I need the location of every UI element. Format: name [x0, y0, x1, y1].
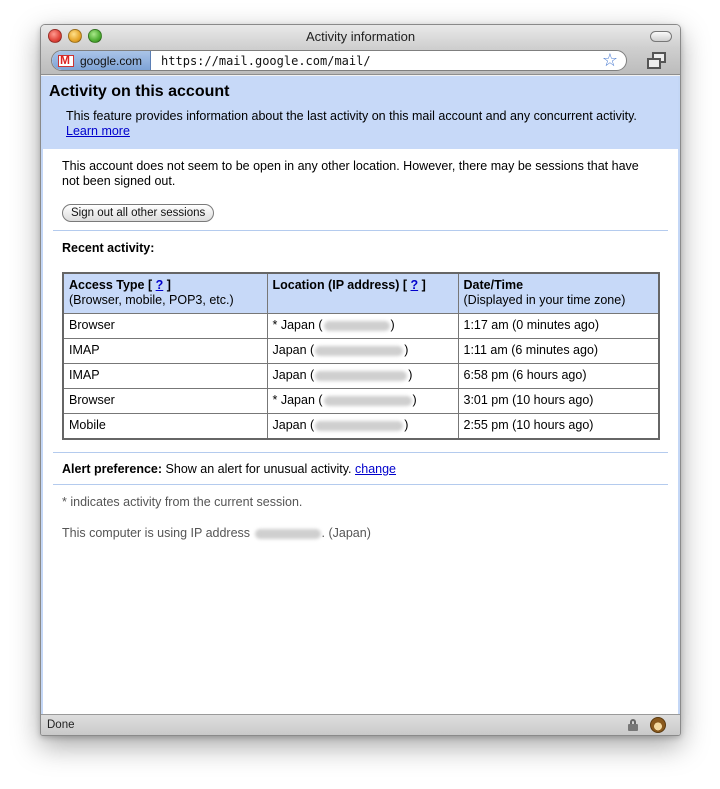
redacted-ip — [255, 529, 321, 539]
table-row — [63, 389, 659, 414]
title-bar[interactable] — [41, 25, 680, 48]
location-cell: * Japan ( ) — [267, 314, 458, 339]
table-row — [63, 314, 659, 339]
access-type-cell: IMAP — [63, 364, 267, 389]
page-title: Activity on this account — [49, 83, 230, 100]
datetime-cell: 2:55 pm (10 hours ago) — [458, 414, 659, 440]
table-row — [63, 414, 659, 440]
ip-address-line: This computer is using IP address . (Japan) — [62, 526, 371, 540]
location-header: Location (IP address) [ ? ] — [267, 273, 458, 314]
site-identity-badge[interactable] — [52, 51, 151, 70]
status-bar — [41, 714, 680, 735]
location-cell: Japan ( ) — [267, 414, 458, 440]
redacted-ip — [324, 396, 412, 406]
alert-label: Alert preference: — [62, 462, 163, 476]
access-type-cell: Mobile — [63, 414, 267, 440]
bookmark-star-icon[interactable]: ☆ — [601, 50, 618, 70]
datetime-cell: 1:11 am (6 minutes ago) — [458, 339, 659, 364]
location-cell: * Japan ( ) — [267, 389, 458, 414]
close-window-button[interactable] — [48, 29, 62, 43]
datetime-header: Date/Time (Displayed in your time zone) — [458, 273, 659, 314]
url-input[interactable]: https://mail.google.com/mail/ — [161, 53, 371, 68]
sign-out-all-button[interactable]: Sign out all other sessions — [62, 204, 214, 222]
gmail-icon — [58, 55, 74, 67]
zoom-window-button[interactable] — [88, 29, 102, 43]
location-cell: Japan ( ) — [267, 364, 458, 389]
table-header-row — [63, 273, 659, 314]
lock-icon[interactable] — [628, 719, 638, 731]
status-text: Done — [47, 719, 75, 731]
window-controls — [48, 29, 102, 43]
site-badge-label: google.com — [80, 53, 143, 68]
datetime-cell: 3:01 pm (10 hours ago) — [458, 389, 659, 414]
redacted-ip — [315, 421, 403, 431]
sessions-notice: This account does not seem to be open in any other location. However, there may be sessions that have not been signed out. — [62, 159, 639, 188]
table-row — [63, 364, 659, 389]
datetime-cell: 1:17 am (0 minutes ago) — [458, 314, 659, 339]
access-type-header: Access Type [ ? ] (Browser, mobile, POP3, etc.) — [63, 273, 267, 314]
recent-activity-title: Recent activity: — [62, 241, 155, 255]
page-header — [43, 76, 678, 149]
address-bar[interactable] — [51, 50, 627, 71]
redacted-ip — [324, 321, 390, 331]
window-title: Activity information — [305, 29, 416, 44]
datetime-cell: 6:58 pm (6 hours ago) — [458, 364, 659, 389]
learn-more-link[interactable]: Learn more — [66, 124, 130, 138]
activity-table — [62, 272, 660, 440]
redacted-ip — [315, 346, 403, 356]
page-description — [49, 109, 672, 139]
access-type-cell: IMAP — [63, 339, 267, 364]
redacted-ip — [315, 371, 407, 381]
location-help-link[interactable]: ? — [410, 278, 419, 292]
table-row — [63, 339, 659, 364]
alert-preference — [43, 453, 678, 476]
browser-window — [40, 24, 681, 736]
access-type-cell: Browser — [63, 389, 267, 414]
address-toolbar — [41, 48, 680, 75]
page-content — [41, 76, 680, 714]
change-alert-link[interactable]: change — [355, 462, 397, 476]
alert-text: Show an alert for unusual activity. — [165, 462, 352, 476]
description-text: This feature provides information about the last activity on this mail account and any concurrent activity. — [66, 109, 637, 123]
location-cell: Japan ( ) — [267, 339, 458, 364]
current-session-footnote: * indicates activity from the current session. — [62, 495, 303, 509]
minimize-window-button[interactable] — [68, 29, 82, 43]
new-window-icon[interactable] — [646, 51, 668, 71]
sessions-section — [43, 149, 678, 222]
toolbar-toggle-button[interactable] — [650, 31, 672, 42]
greasemonkey-icon[interactable] — [650, 717, 666, 733]
access-type-cell: Browser — [63, 314, 267, 339]
access-type-help-link[interactable]: ? — [155, 278, 164, 292]
